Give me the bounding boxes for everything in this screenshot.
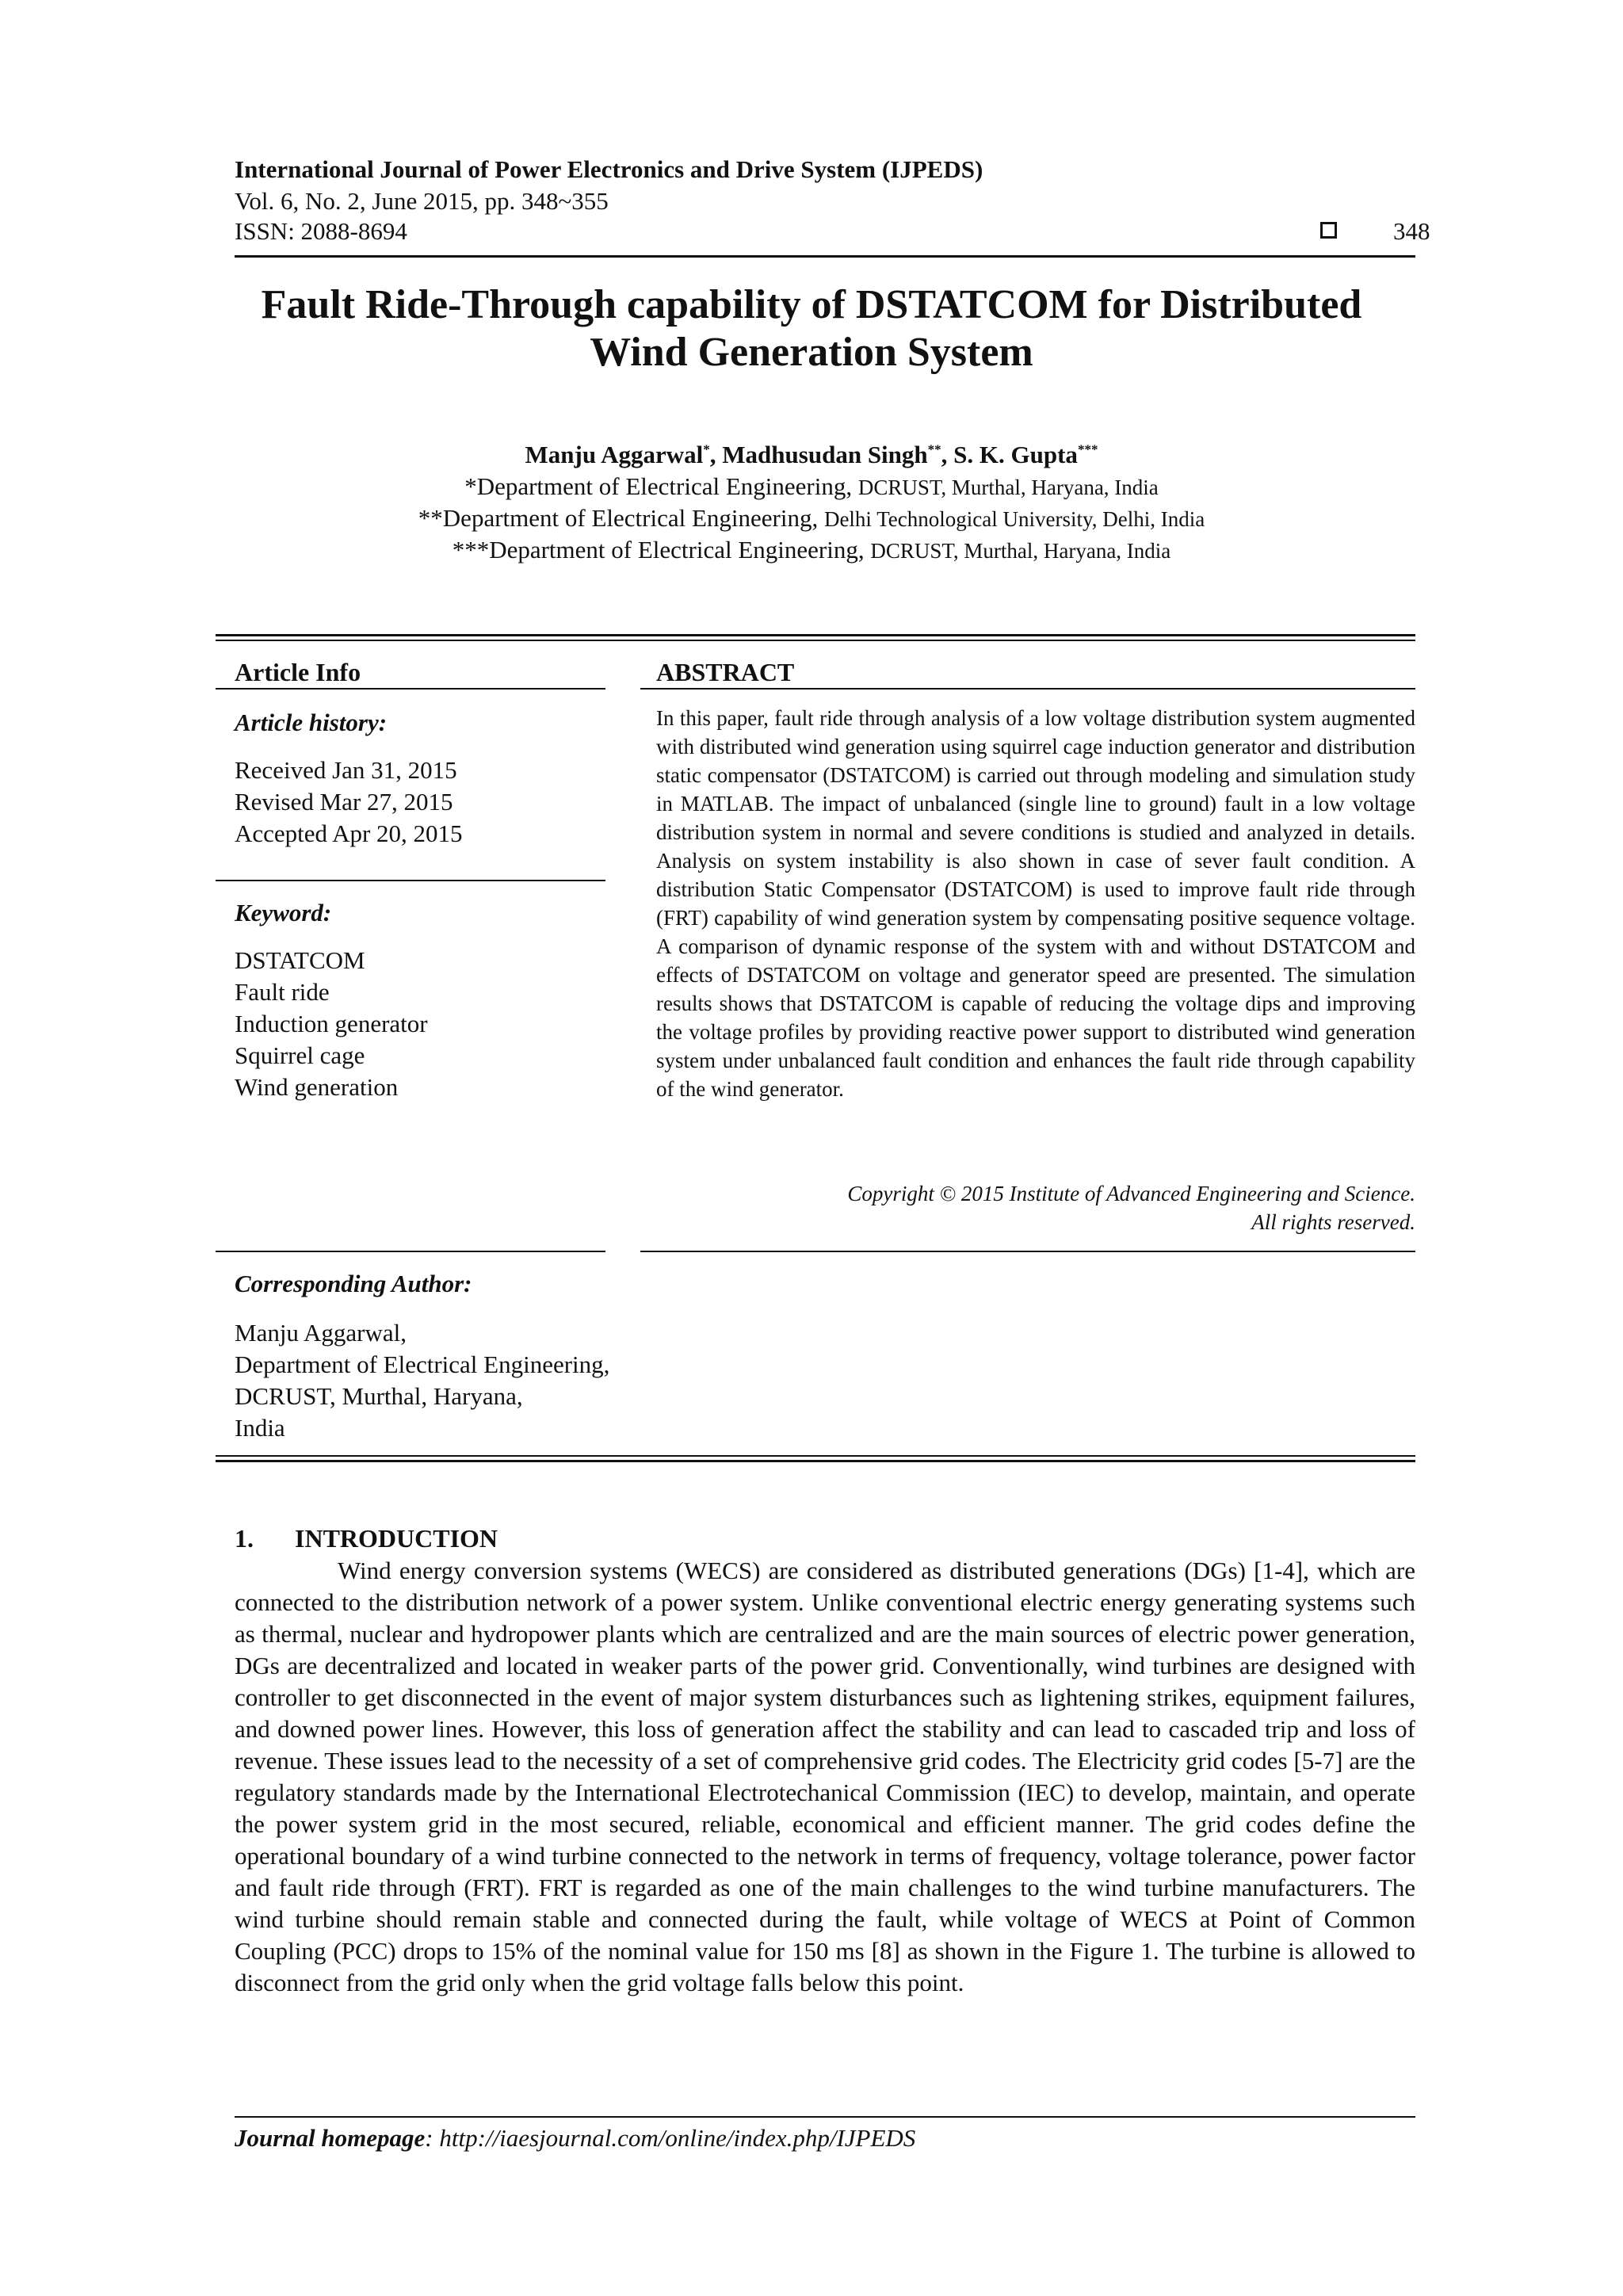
introduction-paragraph: Wind energy conversion systems (WECS) are considered as distributed generations (DGs) [1-4], which are connected to the distribution network of a power system. Unlike conventional electric energy generating systems such as thermal, nuclear and hydropower plants which are centralized and are the main sources of electric power generation, DGs are decentralized and located in weaker parts of the power grid. Conventionally, wind turbines are designed with controller to get disconnected in the event of major system disturbances such as lightening strikes, equipment failures, and downed power lines. However, this loss of generation affect the stability and can lead to cascaded trip and loss of revenue. These issues lead to the necessity of a set of comprehensive grid codes. The Electricity grid codes [5-7] are the regulatory standards made by the International Electrotechanical Commission (IEC) to develop, maintain, and operate the power system grid in the most secured, reliable, economical and efficient manner. The grid codes define the operational boundary of a wind turbine connected to the network in terms of frequency, voltage tolerance, power factor and fault ride through (FRT). FRT is regarded as one of the main challenges to the wind turbine manufacturers. The wind turbine should remain stable and connected during the fault, while voltage of WECS at Point of Common Coupling (PCC) drops to 15% of the nominal value for 150 ms [8] as shown in the Figure 1. The turbine is allowed to disconnect from the grid only when the grid voltage falls below this point. (235, 1557, 1415, 1996)
author-1-mark: * (703, 441, 710, 457)
author-sep-2: , (941, 441, 954, 468)
author-1: Manju Aggarwal (525, 441, 704, 468)
checkbox-square-icon (1320, 222, 1337, 239)
article-info-heading: Article Info (235, 658, 361, 686)
journal-name: International Journal of Power Electronics and Drive System (IJPEDS) (235, 155, 983, 183)
copyright-line-2: All rights reserved. (1251, 1210, 1415, 1234)
abstract-heading: ABSTRACT (656, 658, 795, 686)
info-box-bottom-rule (216, 1455, 1415, 1457)
author-list (158, 441, 1465, 469)
homepage-label: Journal homepage (235, 2124, 426, 2152)
keyword-heading: Keyword: (235, 899, 332, 926)
info-box-top-rule-2 (216, 640, 1415, 641)
journal-homepage (235, 2124, 915, 2153)
affiliation-1 (158, 472, 1465, 501)
issn: ISSN: 2088-8694 (235, 217, 407, 245)
corresponding-heading: Corresponding Author: (235, 1270, 472, 1297)
affiliation-2-place: Delhi Technological University, Delhi, India (823, 507, 1205, 531)
volume-info: Vol. 6, No. 2, June 2015, pp. 348~355 (235, 187, 609, 215)
homepage-url[interactable]: : http://iaesjournal.com/online/index.php/IJPEDS (425, 2124, 916, 2152)
keyword-item: Fault ride (235, 978, 330, 1006)
abstract-text: In this paper, fault ride through analysis of a low voltage distribution system augmented with distributed wind generation using squirrel cage induction generator and distribution static compensator (DSTATCOM) is carried out through modeling and simulation study in MATLAB. The impact of unbalanced (single line to ground) fault in a low voltage distribution system in normal and severe conditions is studied and analyzed in details. Analysis on system instability is also shown in case of sever fault condition. A distribution Static Compensator (DSTATCOM) is used to improve fault ride through (FRT) capability of wind generation system by compensating positive sequence voltage. A comparison of dynamic response of the system with and without DSTATCOM and effects of DSTATCOM on voltage and generator speed are presented. The simulation results shows that DSTATCOM is capable of reducing the voltage dips and improving the voltage profiles by providing reactive power support to distributed wind generation system under unbalanced fault condition and enhances the fault ride through capability of the wind generator. (656, 706, 1415, 1101)
article-history-heading: Article history: (235, 709, 388, 736)
abstract-rule (640, 688, 1415, 690)
author-3-mark: *** (1077, 441, 1098, 457)
section-title: INTRODUCTION (295, 1524, 498, 1553)
header-rule (235, 255, 1415, 258)
keyword-item: Wind generation (235, 1073, 399, 1101)
keyword-item: Induction generator (235, 1010, 428, 1037)
author-sep-1: , (709, 441, 723, 468)
corresponding-line: India (235, 1414, 285, 1442)
corresponding-line: Department of Electrical Engineering, (235, 1350, 610, 1378)
revised-date: Revised Mar 27, 2015 (235, 788, 453, 816)
accepted-date: Accepted Apr 20, 2015 (235, 819, 463, 847)
page-number: 348 (1393, 217, 1430, 245)
received-date: Received Jan 31, 2015 (235, 756, 457, 784)
author-3: S. K. Gupta (953, 441, 1078, 468)
info-box-bottom-rule-2 (216, 1460, 1415, 1462)
footer-rule (235, 2116, 1415, 2118)
section-number: 1. (235, 1524, 254, 1553)
affiliation-3-dept: ***Department of Electrical Engineering, (452, 536, 871, 563)
history-rule (216, 880, 605, 881)
affiliation-3 (158, 536, 1465, 564)
title-line-2: Wind Generation System (590, 330, 1033, 375)
abstract-lower-rule (640, 1251, 1415, 1252)
article-info-rule (216, 688, 605, 690)
info-lower-rule (216, 1251, 605, 1252)
affiliation-1-place: DCRUST, Murthal, Haryana, India (857, 476, 1159, 499)
affiliation-2-dept: **Department of Electrical Engineering, (418, 504, 824, 532)
author-2-mark: ** (927, 441, 941, 457)
corresponding-line: Manju Aggarwal, (235, 1319, 407, 1347)
keyword-item: DSTATCOM (235, 946, 365, 974)
affiliation-2 (158, 504, 1465, 533)
title-line-1: Fault Ride-Through capability of DSTATCOM for Distributed (261, 282, 1362, 327)
paper-title (158, 281, 1465, 376)
section-heading-introduction (235, 1524, 498, 1553)
affiliation-1-dept: *Department of Electrical Engineering, (464, 472, 858, 500)
affiliation-3-place: DCRUST, Murthal, Haryana, India (870, 539, 1171, 563)
copyright-line-1: Copyright © 2015 Institute of Advanced Engineering and Science. (847, 1182, 1415, 1205)
author-2: Madhusudan Singh (722, 441, 928, 468)
corresponding-line: DCRUST, Murthal, Haryana, (235, 1382, 523, 1410)
keyword-item: Squirrel cage (235, 1041, 365, 1069)
info-box-top-rule (216, 634, 1415, 636)
